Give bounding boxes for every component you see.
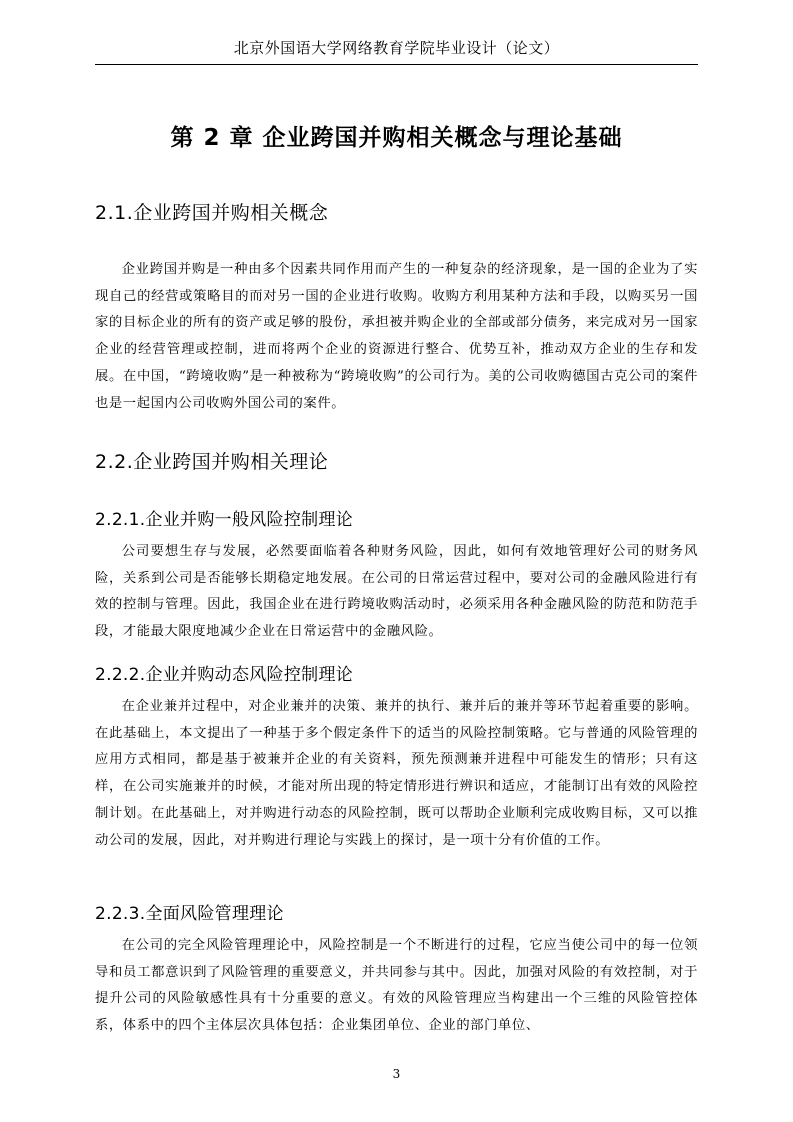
- paragraph-2-2-1: 公司要想生存与发展，必然要面临着各种财务风险，因此，如何有效地管理好公司的财务风险，关系到公司是否能够长期稳定地发展。在公司的日常运营过程中，要对公司的金融风险进行有效的控制与管理。因此，我国企业在进行跨境收购活动时，必须采用各种金融风险的防范和防范手段，才能最大限度地减少企业在日常运营中的金融风险。: [95, 544, 698, 640]
- section-heading-2-2-1: 2.2.1.企业并购一般风险控制理论: [95, 510, 354, 530]
- section-heading-2-2-3: 2.2.3.全面风险管理理论: [95, 904, 284, 924]
- section-heading-2-2: 2.2.企业跨国并购相关理论: [95, 451, 329, 473]
- paragraph-2-1: 企业跨国并购是一种由多个因素共同作用而产生的一种复杂的经济现象，是一国的企业为了实现自己的经营或策略目的而对另一国的企业进行收购。收购方利用某种方法和手段，以购买另一国家的目标企业的所有的资产或足够的股份，承担被并购企业的全部或部分债务，来完成对另一国家企业的经营管理或控制，进而将两个企业的资源进行整合、优势互补，推动双方企业的生存和发展。在中国，“跨境收购”是一种被称为“跨境收购”的公司行为。美的公司收购德国古克公司的案件也是一起国内公司收购外国公司的案件。: [95, 262, 698, 411]
- chapter-title: 第 2 章 企业跨国并购相关概念与理论基础: [170, 125, 623, 151]
- section-heading-2-2-2: 2.2.2.企业并购动态风险控制理论: [95, 665, 354, 685]
- paragraph-2-2-3: 在公司的完全风险管理理论中，风险控制是一个不断进行的过程，它应当使公司中的每一位领导和员工都意识到了风险管理的重要意义，并共同参与其中。因此，加强对风险的有效控制，对于提升公司的风险敏感性具有十分重要的意义。有效的风险管理应当构建出一个三维的风险管控体系，体系中的四个主体层次具体包括：企业集团单位、企业的部门单位、: [95, 938, 698, 1034]
- running-header: 北京外国语大学网络教育学院毕业设计（论文）: [233, 39, 560, 57]
- header-rule: [95, 64, 698, 65]
- page-number: 3: [392, 1067, 401, 1081]
- section-heading-2-1: 2.1.企业跨国并购相关概念: [95, 202, 329, 224]
- paragraph-2-2-2: 在企业兼并过程中，对企业兼并的决策、兼并的执行、兼并后的兼并等环节起着重要的影响。在此基础上，本文提出了一种基于多个假定条件下的适当的风险控制策略。它与普通的风险管理的应用方式相同，都是基于被兼并企业的有关资料，预先预测兼并进程中可能发生的情形；只有这样，在公司实施兼并的时候，才能对所出现的特定情形进行辨识和适应，才能制订出有效的风险控制计划。在此基础上，对并购进行动态的风险控制，既可以帮助企业顺利完成收购目标，又可以推动公司的发展，因此，对并购进行理论与实践上的探讨，是一项十分有价值的工作。: [95, 699, 698, 848]
